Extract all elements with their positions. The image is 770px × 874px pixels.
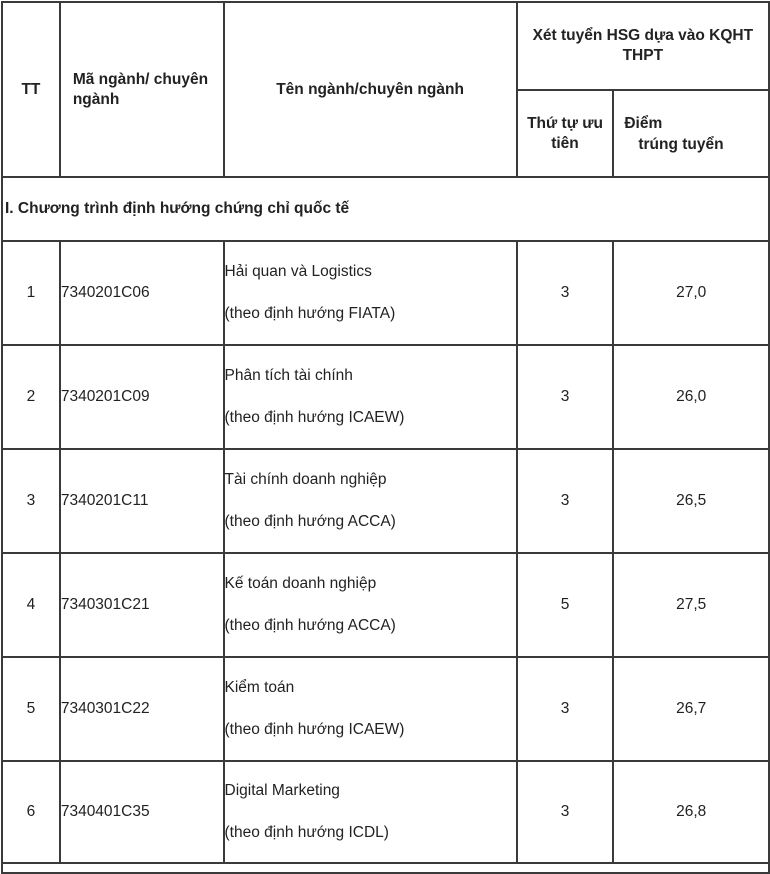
row-name-sub: (theo định hướng FIATA)	[224, 305, 396, 322]
row-code: 7340201C11	[60, 449, 224, 553]
row-priority: 3	[517, 449, 614, 553]
section-title: I. Chương trình định hướng chứng chỉ quốc tế	[2, 177, 769, 241]
table-row	[2, 553, 769, 657]
header-tt: TT	[2, 2, 60, 177]
header-ten-nganh: Tên ngành/chuyên ngành	[224, 2, 517, 177]
row-tt: 5	[2, 657, 60, 761]
row-name-cell	[224, 553, 517, 657]
row-score: 26,8	[613, 761, 769, 863]
table-row	[2, 345, 769, 449]
header-thu-tu-uu-tien: Thứ tự ưu tiên	[517, 90, 614, 177]
row-name-cell	[224, 657, 517, 761]
row-name-cell	[224, 241, 517, 345]
row-code: 7340201C06	[60, 241, 224, 345]
next-section-cell	[2, 863, 769, 873]
header-ma-nganh: Mã ngành/ chuyên ngành	[60, 2, 224, 177]
table-row	[2, 449, 769, 553]
header-xet-tuyen: Xét tuyển HSG dựa vào KQHT THPT	[517, 2, 769, 90]
row-name-cell	[224, 761, 517, 863]
row-code: 7340301C22	[60, 657, 224, 761]
row-name: Phân tích tài chính	[224, 367, 353, 384]
row-code: 7340301C21	[60, 553, 224, 657]
row-tt: 6	[2, 761, 60, 863]
table-row	[2, 657, 769, 761]
row-code: 7340201C09	[60, 345, 224, 449]
row-tt: 4	[2, 553, 60, 657]
row-score: 27,0	[613, 241, 769, 345]
row-name-sub: (theo định hướng ICDL)	[224, 824, 389, 841]
table-row	[2, 241, 769, 345]
row-tt: 1	[2, 241, 60, 345]
row-priority: 3	[517, 657, 614, 761]
header-diem-trung-tuyen	[613, 90, 769, 177]
header-diem-line1: Điểm	[624, 114, 663, 132]
row-score: 27,5	[613, 553, 769, 657]
row-name-cell	[224, 449, 517, 553]
row-name: Digital Marketing	[224, 782, 340, 799]
table-row	[2, 761, 769, 863]
row-priority: 5	[517, 553, 614, 657]
row-name: Kế toán doanh nghiệp	[224, 575, 377, 592]
row-tt: 2	[2, 345, 60, 449]
row-name-sub: (theo định hướng ICAEW)	[224, 721, 405, 738]
row-name: Tài chính doanh nghiệp	[224, 471, 387, 488]
row-tt: 3	[2, 449, 60, 553]
row-score: 26,7	[613, 657, 769, 761]
row-score: 26,0	[613, 345, 769, 449]
row-code: 7340401C35	[60, 761, 224, 863]
row-name-cell	[224, 345, 517, 449]
row-name: Kiểm toán	[224, 679, 295, 696]
row-priority: 3	[517, 761, 614, 863]
admission-table	[1, 1, 770, 874]
table-row-partial	[2, 863, 769, 873]
row-name: Hải quan và Logistics	[224, 263, 372, 280]
row-name-sub: (theo định hướng ACCA)	[224, 617, 396, 634]
header-diem-line2: trúng tuyển	[638, 135, 724, 153]
row-name-sub: (theo định hướng ICAEW)	[224, 409, 405, 426]
row-priority: 3	[517, 345, 614, 449]
row-score: 26,5	[613, 449, 769, 553]
row-name-sub: (theo định hướng ACCA)	[224, 513, 396, 530]
row-priority: 3	[517, 241, 614, 345]
